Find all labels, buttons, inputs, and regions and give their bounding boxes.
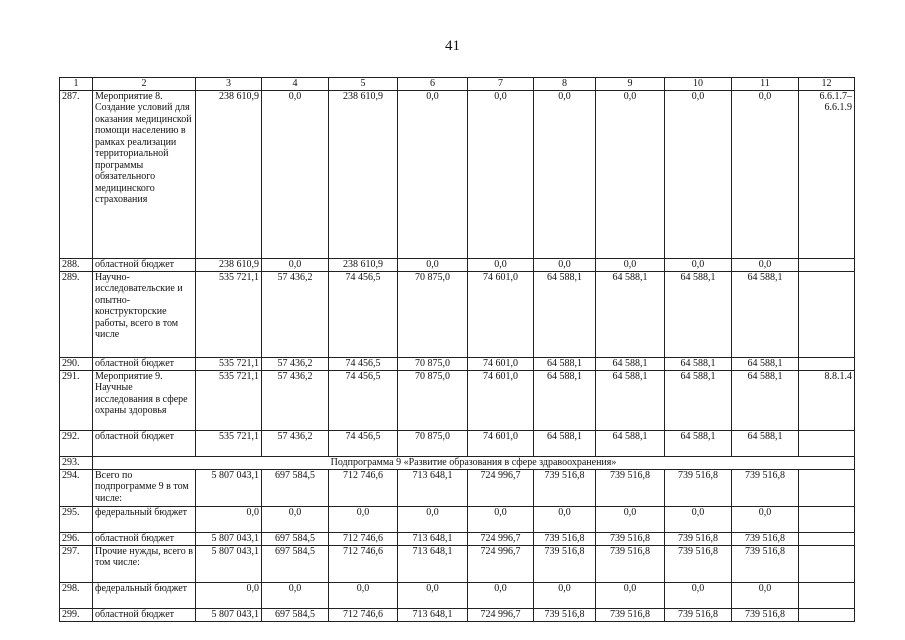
value-cell: 0,0 [596, 90, 665, 258]
value-cell: 0,0 [262, 506, 329, 532]
value-cell: 0,0 [329, 506, 398, 532]
value-cell: 64 588,1 [596, 370, 665, 430]
value-cell: 64 588,1 [732, 271, 799, 357]
column-header: 3 [196, 78, 262, 91]
value-cell: 739 516,8 [534, 532, 596, 545]
column-header: 4 [262, 78, 329, 91]
row-name: областной бюджет [93, 430, 196, 456]
subprogram-title: Подпрограмма 9 «Развитие образования в сфере здравоохранения» [93, 456, 855, 469]
value-cell: 535 721,1 [196, 357, 262, 370]
value-cell: 74 456,5 [329, 357, 398, 370]
value-cell: 0,0 [665, 90, 732, 258]
column-header: 5 [329, 78, 398, 91]
code-cell: 8.8.1.4 [799, 370, 855, 430]
value-cell: 57 436,2 [262, 430, 329, 456]
value-cell: 64 588,1 [534, 357, 596, 370]
row-name: областной бюджет [93, 532, 196, 545]
code-cell [799, 469, 855, 506]
value-cell: 0,0 [468, 582, 534, 608]
value-cell: 64 588,1 [534, 271, 596, 357]
row-name: Всего по подпрограмме 9 в том числе: [93, 469, 196, 506]
code-cell [799, 506, 855, 532]
value-cell: 0,0 [732, 506, 799, 532]
value-cell: 64 588,1 [534, 370, 596, 430]
code-cell [799, 357, 855, 370]
value-cell: 713 648,1 [398, 469, 468, 506]
table-row [60, 532, 855, 545]
value-cell: 64 588,1 [732, 357, 799, 370]
row-number: 290. [60, 357, 93, 370]
row-name: Мероприятие 9. Научные исследования в сфере охраны здоровья [93, 370, 196, 430]
value-cell: 535 721,1 [196, 430, 262, 456]
code-cell [799, 258, 855, 271]
value-cell: 74 601,0 [468, 271, 534, 357]
value-cell: 739 516,8 [732, 545, 799, 582]
value-cell: 70 875,0 [398, 370, 468, 430]
value-cell: 74 456,5 [329, 430, 398, 456]
value-cell: 739 516,8 [534, 608, 596, 621]
column-header: 9 [596, 78, 665, 91]
value-cell: 0,0 [398, 90, 468, 258]
table-row [60, 357, 855, 370]
value-cell: 712 746,6 [329, 608, 398, 621]
column-header: 7 [468, 78, 534, 91]
value-cell: 70 875,0 [398, 271, 468, 357]
value-cell: 0,0 [398, 582, 468, 608]
row-number: 299. [60, 608, 93, 621]
value-cell: 0,0 [534, 258, 596, 271]
value-cell: 70 875,0 [398, 430, 468, 456]
value-cell: 64 588,1 [665, 271, 732, 357]
value-cell: 0,0 [732, 258, 799, 271]
column-header: 12 [799, 78, 855, 91]
value-cell: 0,0 [196, 506, 262, 532]
value-cell: 724 996,7 [468, 545, 534, 582]
value-cell: 0,0 [665, 582, 732, 608]
value-cell: 64 588,1 [665, 430, 732, 456]
code-cell [799, 271, 855, 357]
value-cell: 64 588,1 [665, 370, 732, 430]
table-row [60, 271, 855, 357]
value-cell: 0,0 [534, 506, 596, 532]
value-cell: 535 721,1 [196, 271, 262, 357]
table-row [60, 90, 855, 258]
row-name: Мероприятие 8. Создание условий для оказания медицинской помощи населению в рамках реализации территориальной программы обязательного медицинского страхования [93, 90, 196, 258]
row-number: 289. [60, 271, 93, 357]
value-cell: 0,0 [398, 258, 468, 271]
table-row [60, 545, 855, 582]
row-number: 295. [60, 506, 93, 532]
value-cell: 697 584,5 [262, 469, 329, 506]
value-cell: 739 516,8 [665, 545, 732, 582]
value-cell: 0,0 [262, 258, 329, 271]
value-cell: 713 648,1 [398, 545, 468, 582]
value-cell: 74 456,5 [329, 271, 398, 357]
column-header: 2 [93, 78, 196, 91]
column-header: 8 [534, 78, 596, 91]
value-cell: 5 807 043,1 [196, 608, 262, 621]
table-body [60, 78, 855, 622]
value-cell: 74 601,0 [468, 357, 534, 370]
value-cell: 0,0 [196, 582, 262, 608]
value-cell: 739 516,8 [665, 532, 732, 545]
value-cell: 724 996,7 [468, 608, 534, 621]
row-number: 298. [60, 582, 93, 608]
value-cell: 0,0 [596, 506, 665, 532]
table-row [60, 608, 855, 621]
value-cell: 713 648,1 [398, 532, 468, 545]
row-name: федеральный бюджет [93, 506, 196, 532]
value-cell: 739 516,8 [665, 469, 732, 506]
value-cell: 0,0 [534, 582, 596, 608]
value-cell: 238 610,9 [196, 258, 262, 271]
table-row [60, 456, 855, 469]
row-number: 297. [60, 545, 93, 582]
value-cell: 739 516,8 [534, 469, 596, 506]
value-cell: 74 601,0 [468, 370, 534, 430]
header-row [60, 78, 855, 91]
value-cell: 739 516,8 [732, 608, 799, 621]
value-cell: 70 875,0 [398, 357, 468, 370]
column-header: 1 [60, 78, 93, 91]
value-cell: 0,0 [262, 582, 329, 608]
value-cell: 739 516,8 [665, 608, 732, 621]
value-cell: 739 516,8 [534, 545, 596, 582]
value-cell: 0,0 [534, 90, 596, 258]
table-row [60, 582, 855, 608]
row-name: Прочие нужды, всего в том числе: [93, 545, 196, 582]
value-cell: 697 584,5 [262, 545, 329, 582]
row-name: Научно-исследовательские и опытно-конструкторские работы, всего в том числе [93, 271, 196, 357]
table-row [60, 430, 855, 456]
code-cell: 6.6.1.7–6.6.1.9 [799, 90, 855, 258]
value-cell: 64 588,1 [534, 430, 596, 456]
value-cell: 57 436,2 [262, 357, 329, 370]
row-name: областной бюджет [93, 258, 196, 271]
table-row [60, 370, 855, 430]
budget-table [59, 77, 855, 622]
row-number: 294. [60, 469, 93, 506]
row-name: областной бюджет [93, 608, 196, 621]
row-number: 291. [60, 370, 93, 430]
value-cell: 64 588,1 [665, 357, 732, 370]
value-cell: 74 456,5 [329, 370, 398, 430]
page-number: 41 [445, 38, 460, 54]
value-cell: 535 721,1 [196, 370, 262, 430]
value-cell: 0,0 [665, 258, 732, 271]
value-cell: 64 588,1 [596, 271, 665, 357]
value-cell: 5 807 043,1 [196, 532, 262, 545]
value-cell: 697 584,5 [262, 532, 329, 545]
value-cell: 724 996,7 [468, 532, 534, 545]
row-name: федеральный бюджет [93, 582, 196, 608]
value-cell: 64 588,1 [732, 370, 799, 430]
value-cell: 0,0 [732, 582, 799, 608]
code-cell [799, 545, 855, 582]
value-cell: 64 588,1 [596, 430, 665, 456]
value-cell: 0,0 [398, 506, 468, 532]
value-cell: 712 746,6 [329, 545, 398, 582]
value-cell: 739 516,8 [732, 469, 799, 506]
value-cell: 712 746,6 [329, 532, 398, 545]
code-cell [799, 430, 855, 456]
value-cell: 739 516,8 [596, 469, 665, 506]
code-cell [799, 608, 855, 621]
value-cell: 5 807 043,1 [196, 469, 262, 506]
column-header: 10 [665, 78, 732, 91]
value-cell: 64 588,1 [596, 357, 665, 370]
value-cell: 64 588,1 [732, 430, 799, 456]
row-number: 293. [60, 456, 93, 469]
value-cell: 5 807 043,1 [196, 545, 262, 582]
value-cell: 739 516,8 [596, 545, 665, 582]
row-number: 292. [60, 430, 93, 456]
value-cell: 238 610,9 [196, 90, 262, 258]
row-number: 288. [60, 258, 93, 271]
value-cell: 712 746,6 [329, 469, 398, 506]
row-number: 287. [60, 90, 93, 258]
value-cell: 697 584,5 [262, 608, 329, 621]
value-cell: 724 996,7 [468, 469, 534, 506]
value-cell: 713 648,1 [398, 608, 468, 621]
table-row [60, 506, 855, 532]
table-row [60, 469, 855, 506]
row-name: областной бюджет [93, 357, 196, 370]
value-cell: 739 516,8 [596, 532, 665, 545]
value-cell: 0,0 [468, 90, 534, 258]
value-cell: 0,0 [329, 582, 398, 608]
value-cell: 0,0 [596, 582, 665, 608]
value-cell: 238 610,9 [329, 258, 398, 271]
value-cell: 57 436,2 [262, 271, 329, 357]
column-header: 6 [398, 78, 468, 91]
table-row [60, 258, 855, 271]
row-number: 296. [60, 532, 93, 545]
value-cell: 0,0 [468, 258, 534, 271]
column-header: 11 [732, 78, 799, 91]
value-cell: 0,0 [468, 506, 534, 532]
value-cell: 0,0 [665, 506, 732, 532]
value-cell: 0,0 [262, 90, 329, 258]
value-cell: 0,0 [596, 258, 665, 271]
code-cell [799, 582, 855, 608]
code-cell [799, 532, 855, 545]
value-cell: 74 601,0 [468, 430, 534, 456]
value-cell: 57 436,2 [262, 370, 329, 430]
value-cell: 238 610,9 [329, 90, 398, 258]
value-cell: 739 516,8 [732, 532, 799, 545]
value-cell: 0,0 [732, 90, 799, 258]
value-cell: 739 516,8 [596, 608, 665, 621]
